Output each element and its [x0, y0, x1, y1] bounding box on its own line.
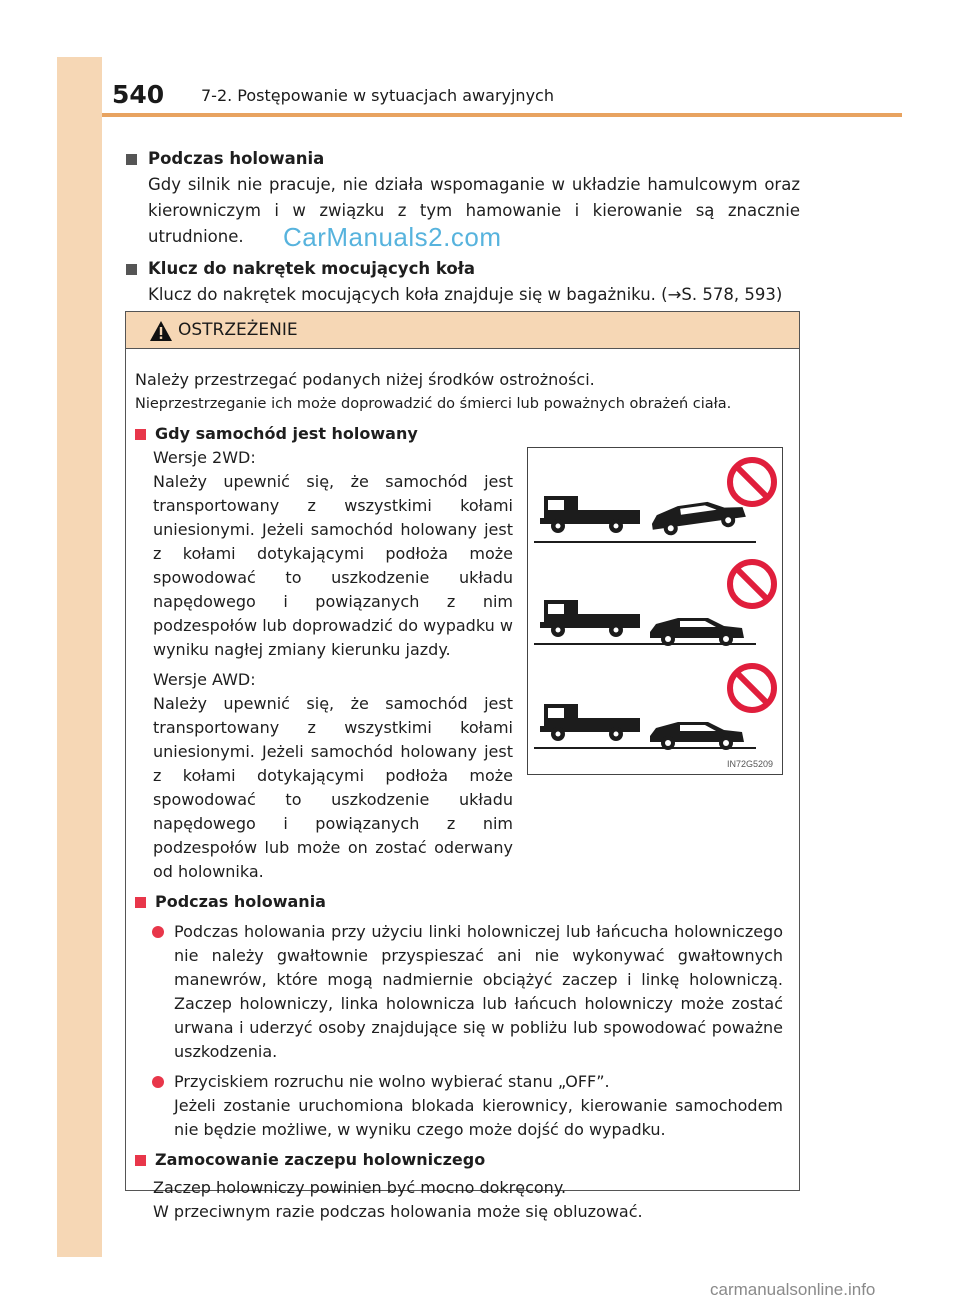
prohibition-icon-2: [730, 562, 774, 606]
header-rule: [102, 113, 902, 117]
prohibition-icon-1: [730, 460, 774, 504]
towing-illustration-svg: [528, 448, 782, 774]
scene-3: [534, 666, 774, 750]
warning-triangle-icon: [149, 320, 173, 342]
section-heading-during-towing: Podczas holowania: [135, 890, 783, 914]
item-heading-wrench: Klucz do nakrętek mocujących koła: [124, 256, 800, 282]
para-awd-label: Wersje AWD:: [153, 670, 256, 689]
footer-watermark: carmanualsonline.info: [710, 1280, 876, 1299]
para-awd: [153, 668, 513, 884]
bullet-start-button-line-1: Przyciskiem rozruchu nie wolno wybierać stanu „OFF”.: [174, 1072, 610, 1091]
section-heading-tow-eyelet: Zamocowanie zaczepu holowniczego: [135, 1148, 783, 1172]
page-number: 540: [112, 80, 165, 109]
item-heading-towing: Podczas holowania: [124, 146, 800, 172]
warning-header: [126, 312, 799, 349]
tow-eyelet-line-1: Zaczep holowniczy powinien być mocno dokręcony.: [153, 1178, 567, 1197]
section-body-tow-eyelet: [135, 1176, 783, 1224]
para-2wd: [153, 446, 513, 662]
watermark: CarManuals2.com: [283, 222, 502, 252]
item-body-towing: Gdy silnik nie pracuje, nie działa wspomaganie w układzie hamulcowym oraz kierowniczym i w związku z tym hamowanie i kierowanie są znacznie utrudnione.: [148, 175, 800, 246]
warning-intro-1: Należy przestrzegać podanych niżej środków ostrożności.: [135, 370, 595, 389]
para-2wd-label: Wersje 2WD:: [153, 448, 256, 467]
para-2wd-text: Należy upewnić się, że samochód jest transportowany z wszystkimi kołami uniesionymi. Jeżeli samochód holowany jest z kołami dotykającymi podłoża może spowodować to uszkodzenie układu napędowego i powiązanych z nim podzespołów lub doprowadzić do wypadku w wyniku nagłej zmiany kierunku jazdy.: [153, 472, 513, 659]
bullet-start-button: [135, 1070, 783, 1142]
prohibition-icon-3: [730, 666, 774, 710]
warning-intro-2: Nieprzestrzeganie ich może doprowadzić do śmierci lub poważnych obrażeń ciała.: [135, 396, 732, 412]
para-awd-text: Należy upewnić się, że samochód jest transportowany z wszystkimi kołami uniesionymi. Jeżeli samochód holowany jest z kołami dotykającymi podłoża może spowodować to uszkodzenie układu napędowego i powiązanych z nim podzespołów lub może on zostać oderwany od holownika.: [153, 694, 513, 881]
running-head: 7-2. Postępowanie w sytuacjach awaryjnych: [201, 86, 554, 105]
section-heading-being-towed: Gdy samochód jest holowany: [135, 422, 783, 446]
side-band: [57, 57, 102, 1257]
figure-code: IN72G5209: [727, 759, 774, 769]
bullet-start-button-line-2: Jeżeli zostanie uruchomiona blokada kierownicy, kierowanie samochodem nie będzie możliwe, w wyniku czego może dojść do wypadku.: [174, 1096, 783, 1139]
section-body-being-towed: [135, 446, 513, 884]
towing-illustration: [527, 447, 783, 775]
item-body-wrench: Klucz do nakrętek mocujących koła znajduje się w bagażniku. (→S. 578, 593): [148, 285, 783, 304]
bullet-towing-rope: Podczas holowania przy użyciu linki holowniczej lub łańcucha holowniczego nie należy gwałtownie przyspieszać ani nie wykonywać gwałtownych manewrów, które mogą nadmiernie obciążyć zaczep i linkę holowniczą. Zaczep holowniczy, linka holownicza lub łańcuch holowniczy może zostać urwana i uderzyć osoby znajdujące się w pobliżu lub spowodować poważne uszkodzenia.: [135, 920, 783, 1064]
scene-1: [534, 460, 774, 542]
tow-eyelet-line-2: W przeciwnym razie podczas holowania może się obluzować.: [153, 1202, 643, 1221]
scene-2: [534, 562, 774, 646]
warning-title: OSTRZEŻENIE: [178, 320, 298, 340]
